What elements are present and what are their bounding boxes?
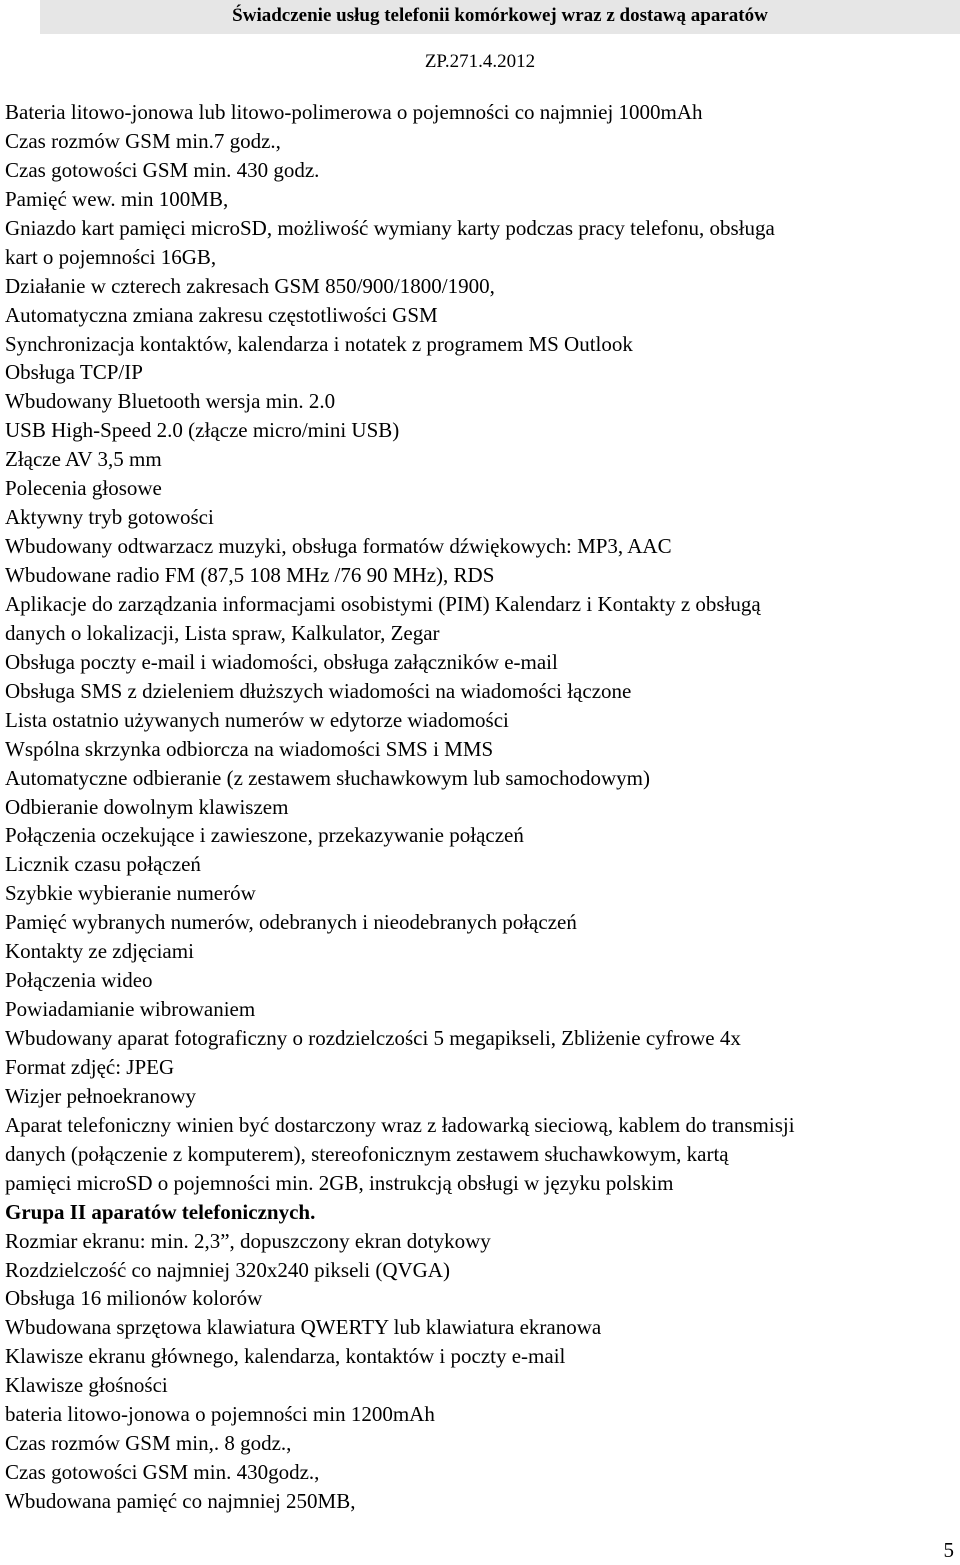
header-title: Świadczenie usług telefonii komórkowej wraz z dostawą aparatów bbox=[232, 5, 768, 26]
spec-line: Odbieranie dowolnym klawiszem bbox=[5, 794, 289, 819]
spec-line: Obsługa SMS z dzieleniem dłuższych wiadomości na wiadomości łączone bbox=[5, 678, 632, 703]
spec-line: Kontakty ze zdjęciami bbox=[5, 939, 194, 964]
spec-line: Obsługa 16 milionów kolorów bbox=[5, 1286, 263, 1311]
spec-line: kart o pojemności 16GB, bbox=[5, 244, 217, 269]
spec-line: Wizjer pełnoekranowy bbox=[5, 1083, 196, 1108]
spec-line: Automatyczna zmiana zakresu częstotliwości GSM bbox=[5, 302, 438, 327]
spec-line: Działanie w czterech zakresach GSM 850/900/1800/1900, bbox=[5, 273, 495, 298]
document-header bbox=[40, 0, 960, 34]
document-reference-number: ZP.271.4.2012 bbox=[424, 51, 536, 72]
spec-line: Automatyczne odbieranie (z zestawem słuchawkowym lub samochodowym) bbox=[5, 765, 650, 790]
spec-line: Aktywny tryb gotowości bbox=[5, 505, 214, 530]
spec-line: Rozdzielczość co najmniej 320x240 pikseli (QVGA) bbox=[5, 1257, 450, 1282]
spec-line: Klawisze głośności bbox=[5, 1373, 168, 1398]
spec-line: Lista ostatnio używanych numerów w edytorze wiadomości bbox=[5, 707, 509, 732]
spec-line: Obsługa TCP/IP bbox=[5, 360, 143, 385]
spec-line: Wbudowane radio FM (87,5 108 MHz /76 90 MHz), RDS bbox=[5, 563, 495, 587]
spec-line: Czas rozmów GSM min,. 8 godz., bbox=[5, 1431, 292, 1456]
spec-line: Wbudowany Bluetooth wersja min. 2.0 bbox=[5, 389, 336, 414]
spec-line: Bateria litowo-jonowa lub litowo-polimerowa o pojemności co najmniej 1000mAh bbox=[5, 100, 703, 124]
spec-line: Szybkie wybieranie numerów bbox=[5, 881, 256, 906]
spec-line: bateria litowo-jonowa o pojemności min 1200mAh bbox=[5, 1402, 435, 1427]
spec-line: Polecenia głosowe bbox=[5, 476, 162, 501]
spec-line: Złącze AV 3,5 mm bbox=[5, 447, 162, 472]
section-heading: Grupa II aparatów telefonicznych. bbox=[5, 1199, 316, 1224]
spec-line: Połączenia oczekujące i zawieszone, przekazywanie połączeń bbox=[5, 823, 524, 848]
page-number: 5 bbox=[943, 1538, 954, 1562]
spec-line: danych o lokalizacji, Lista spraw, Kalkulator, Zegar bbox=[5, 620, 440, 645]
spec-line: Powiadamianie wibrowaniem bbox=[5, 997, 256, 1022]
spec-line: Klawisze ekranu głównego, kalendarza, kontaktów i poczty e-mail bbox=[5, 1344, 566, 1369]
spec-line: Aplikacje do zarządzania informacjami osobistymi (PIM) Kalendarz i Kontakty z obsługą bbox=[5, 591, 761, 616]
spec-line: Gniazdo kart pamięci microSD, możliwość wymiany karty podczas pracy telefonu, obsługa bbox=[5, 215, 775, 240]
spec-line: Pamięć wew. min 100MB, bbox=[5, 186, 229, 211]
spec-line: Rozmiar ekranu: min. 2,3”, dopuszczony ekran dotykowy bbox=[5, 1228, 491, 1253]
spec-line: Czas gotowości GSM min. 430 godz. bbox=[5, 157, 320, 182]
spec-line: Format zdjęć: JPEG bbox=[5, 1054, 175, 1079]
specification-list bbox=[5, 98, 955, 1516]
spec-line: Wbudowana pamięć co najmniej 250MB, bbox=[5, 1489, 356, 1513]
spec-line: Wspólna skrzynka odbiorcza na wiadomości SMS i MMS bbox=[5, 736, 494, 761]
spec-line: Aparat telefoniczny winien być dostarczony wraz z ładowarką sieciową, kablem do transmisji bbox=[5, 1112, 795, 1137]
spec-line: Czas gotowości GSM min. 430godz., bbox=[5, 1460, 320, 1485]
spec-line: USB High-Speed 2.0 (złącze micro/mini USB) bbox=[5, 418, 400, 443]
spec-line: Czas rozmów GSM min.7 godz., bbox=[5, 128, 281, 153]
spec-line: Wbudowany aparat fotograficzny o rozdzielczości 5 megapikseli, Zbliżenie cyfrowe 4x bbox=[5, 1026, 741, 1050]
spec-line: danych (połączenie z komputerem), stereofonicznym zestawem słuchawkowym, kartą bbox=[5, 1141, 729, 1166]
spec-line: pamięci microSD o pojemności min. 2GB, instrukcją obsługi w języku polskim bbox=[5, 1170, 674, 1195]
spec-line: Połączenia wideo bbox=[5, 968, 153, 993]
spec-line: Licznik czasu połączeń bbox=[5, 852, 201, 877]
spec-line: Wbudowana sprzętowa klawiatura QWERTY lub klawiatura ekranowa bbox=[5, 1315, 602, 1340]
spec-line: Pamięć wybranych numerów, odebranych i nieodebranych połączeń bbox=[5, 910, 577, 935]
spec-line: Obsługa poczty e-mail i wiadomości, obsługa załączników e-mail bbox=[5, 649, 558, 674]
spec-line: Wbudowany odtwarzacz muzyki, obsługa formatów dźwiękowych: MP3, AAC bbox=[5, 534, 672, 559]
spec-line: Synchronizacja kontaktów, kalendarza i notatek z programem MS Outlook bbox=[5, 331, 633, 356]
